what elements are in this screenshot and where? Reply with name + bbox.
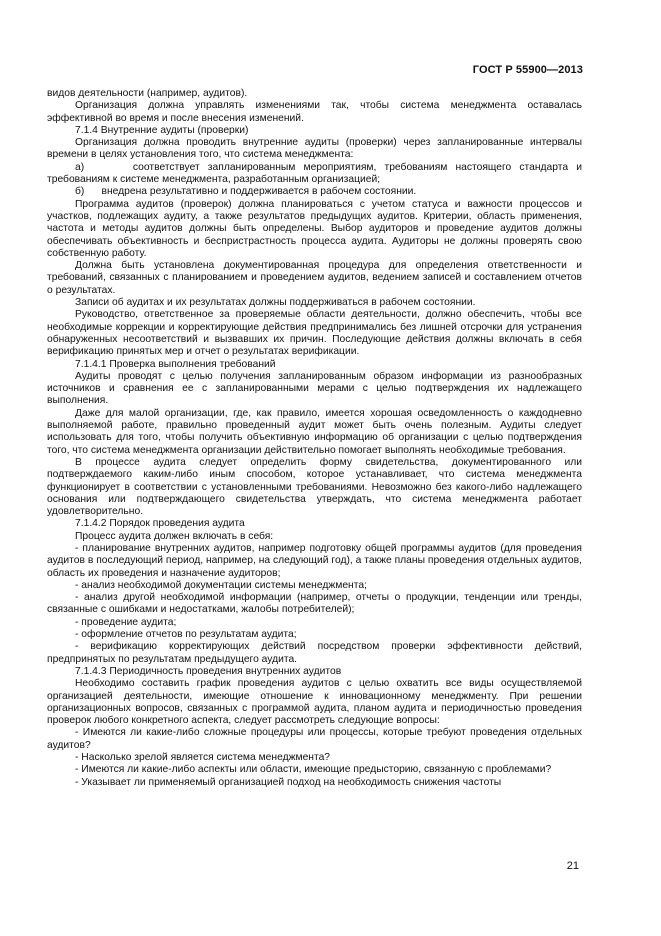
enumerated-item: а) соответствует запланированным мероприятиям, требованиям настоящего стандарта и требованиям к системе менеджмента, разработанным организацией; — [47, 161, 582, 186]
paragraph: видов деятельности (например, аудитов). — [47, 88, 248, 99]
body-text — [47, 88, 582, 789]
enumerated-item: б) внедрена результативно и поддерживается в рабочем состоянии. — [75, 186, 417, 198]
paragraph: 7.1.4.2 Порядок проведения аудита — [75, 518, 245, 530]
list-item: - верификацию корректирующих действий посредством проверки эффективности действий, предпринятых по результатам предыдущего аудита. — [47, 641, 582, 665]
paragraph: Руководство, ответственное за проверяемые области деятельности, должно обеспечить, чтобы все необходимые коррекции и корректирующие действия предпринимались без лишней отсрочки для устранения обнаруженных несоответствий и вызвавших их причин. Последующие действия должны включать в себя верификацию принятых мер и отчет о результатах верификации. — [47, 309, 582, 358]
paragraph: В процессе аудита следует определить форму свидетельства, документированного или подтверждаемого каким-либо иным способом, которое устанавливает, что система менеджмента функционирует в соответствии с установленными требованиями. Невозможно без какого-либо надлежащего основания или подтверждающего свидетельства утверждать, что система менеджмента работает удовлетворительно. — [47, 456, 582, 518]
list-item: - анализ другой необходимой информации (например, отчеты о продукции, тенденции или тренды, связанные с ошибками и недостатками, жалобы потребителей); — [47, 592, 582, 616]
list-item: - Имеются ли какие-либо сложные процедуры или процессы, которые требуют проведения отдельных аудитов? — [47, 727, 582, 751]
list-item: - планирование внутренних аудитов, например подготовку общей программы аудитов (для проведения аудитов в последующий период, например, на следующий год), а также планы проведения отдельных аудитов, область их проведения и назначение аудиторов; — [47, 542, 582, 579]
page-number: 21 — [566, 860, 579, 872]
list-item: - Имеются ли какие-либо аспекты или области, имеющие предысторию, связанную с проблемами? — [75, 764, 552, 776]
paragraph: Записи об аудитах и их результатах должны поддерживаться в рабочем состоянии. — [75, 297, 476, 309]
list-item: - Насколько зрелой является система менеджмента? — [75, 752, 331, 764]
paragraph: Программа аудитов (проверок) должна планироваться с учетом статуса и важности процессов и участков, подлежащих аудиту, а также результатов предыдущих аудитов. Критерии, область применения, частота и методы аудитов должны быть определены. Выбор аудиторов и проведение аудитов должны обеспечивать объективность и беспристрастность процесса аудита. Аудиторы не должны проверять свою собственную работу. — [47, 198, 582, 259]
standard-header: ГОСТ Р 55900—2013 — [472, 64, 583, 76]
paragraph: 7.1.4.3 Периодичность проведения внутренних аудитов — [75, 665, 342, 677]
list-item: - оформление отчетов по результатам аудита; — [75, 629, 297, 641]
paragraph: 7.1.4.1 Проверка выполнения требований — [75, 358, 276, 370]
paragraph: Процесс аудита должен включать в себя: — [75, 530, 274, 542]
list-item: - анализ необходимой документации системы менеджмента; — [75, 579, 367, 591]
paragraph: Даже для малой организации, где, как правило, имеется хорошая осведомленность о каждодневно выполняемой работе, правильно проведенный аудит может быть очень полезным. Аудиты следует использовать для того, чтобы получить объективную информацию об организации с целью подтверждения того, что система менеджмента организации действительно помогает выполнять необходимые требования. — [47, 407, 582, 456]
paragraph: Организация должна управлять изменениями так, чтобы система менеджмента оставалась эффективной во время и после внесения изменений. — [47, 100, 582, 124]
list-item: - проведение аудита; — [75, 616, 177, 628]
paragraph: 7.1.4 Внутренние аудиты (проверки) — [75, 124, 249, 136]
paragraph: Должна быть установлена документированная процедура для определения ответственности и требований, связанных с планированием и проведением аудитов, ведением записей и составлением отчетов о результатах. — [47, 260, 582, 296]
paragraph: Аудиты проводят с целью получения запланированным образом информации из разнообразных источников и сравнения ее с запланированными мерами с целью подтверждения их надлежащего выполнения. — [47, 370, 582, 407]
list-item: - Указывает ли применяемый организацией подход на необходимость снижения частоты — [75, 776, 502, 788]
paragraph: Необходимо составить график проведения аудитов с целью охватить все виды осуществляемой организацией деятельности, имеющие отношение к инновационному менеджменту. При решении организационных вопросов, связанных с программой аудита, планом аудита и периодичностью проведения проверок любого конкретного аспекта, следует рассмотреть следующие вопросы: — [47, 678, 582, 727]
paragraph: Организация должна проводить внутренние аудиты (проверки) через запланированные интервалы времени в целях установления того, что система менеджмента: — [47, 137, 582, 161]
